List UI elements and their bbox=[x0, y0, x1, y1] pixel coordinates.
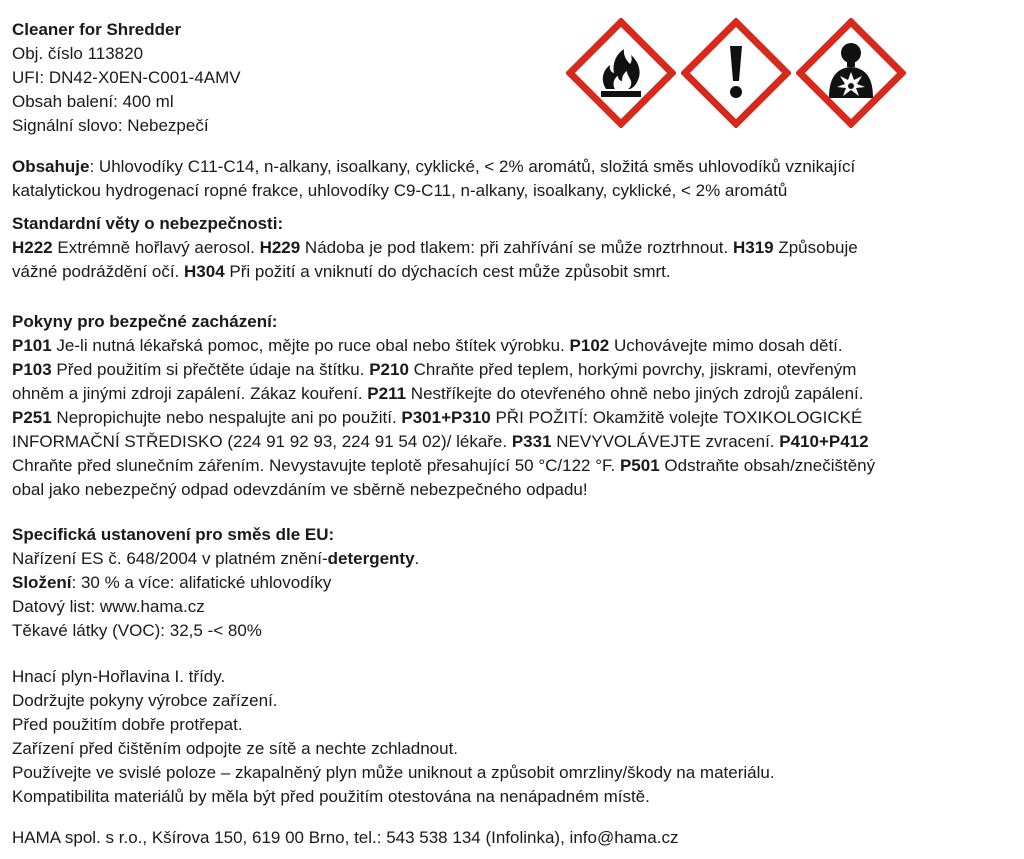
precaution-code: P410+P412 bbox=[779, 432, 869, 451]
contact-line: HAMA spol. s r.o., Kšírova 150, 619 00 Brno, tel.: 543 538 134 (Infolinka), info@hama.cz bbox=[12, 828, 679, 847]
eu-composition: Složení: 30 % a více: alifatické uhlovodíky bbox=[12, 573, 332, 592]
hazard-code: H222 bbox=[12, 238, 53, 257]
precaution-code: P211 bbox=[367, 384, 407, 403]
flame-icon bbox=[566, 18, 676, 128]
eu-voc: Těkavé látky (VOC): 32,5 -< 80% bbox=[12, 621, 262, 640]
instruction-line: Hnací plyn-Hořlavina I. třídy. bbox=[12, 667, 226, 686]
hazard-pictograms bbox=[566, 18, 906, 134]
precaution-code: P102 bbox=[569, 336, 610, 355]
precaution-heading: Pokyny pro bezpečné zacházení: bbox=[12, 312, 278, 331]
contains-line-1: Obsahuje: Uhlovodíky C11-C14, n-alkany, isoalkany, cyklické, < 2% aromátů, složitá směs uhlovodíků vznikající bbox=[12, 157, 856, 176]
precaution-code: P331 bbox=[511, 432, 552, 451]
precaution-code: P251 bbox=[12, 408, 52, 427]
instruction-line: Před použitím dobře protřepat. bbox=[12, 715, 243, 734]
precaution-code: P301+P310 bbox=[401, 408, 491, 427]
health-hazard-icon bbox=[796, 18, 906, 128]
precaution-code: P101 bbox=[12, 336, 52, 355]
contains-section bbox=[12, 155, 1012, 203]
hazard-statements: Standardní věty o nebezpečnosti: H222 Extrémně hořlavý aerosol. H229 Nádoba je pod tlakem: při zahřívání se může roztrhnout. H319 Způsobuje vážné podráždění očí. H304 Při požití a vniknutí do dýchacích cest může způsobit smrt. bbox=[12, 212, 1012, 284]
precaution-code: P103 bbox=[12, 360, 52, 379]
instruction-line: Kompatibilita materiálů by měla být před použitím otestována na nenápadném místě. bbox=[12, 787, 650, 806]
hazard-code: H229 bbox=[259, 238, 301, 257]
package-content: Obsah balení: 400 ml bbox=[12, 92, 174, 111]
eu-provisions bbox=[12, 523, 1012, 643]
precaution-code: P501 bbox=[619, 456, 660, 475]
instruction-line: Používejte ve svislé poloze – zkapalněný plyn může uniknout a způsobit omrzliny/škody na materiálu. bbox=[12, 763, 775, 782]
precaution-code: P210 bbox=[369, 360, 409, 379]
hazard-heading: Standardní věty o nebezpečnosti: bbox=[12, 214, 284, 233]
ufi-code: UFI: DN42-X0EN-C001-4AMV bbox=[12, 68, 241, 87]
product-title: Cleaner for Shredder bbox=[12, 20, 182, 39]
usage-instructions bbox=[12, 665, 1012, 809]
eu-heading: Specifická ustanovení pro směs dle EU: bbox=[12, 525, 335, 544]
instruction-line: Dodržujte pokyny výrobce zařízení. bbox=[12, 691, 278, 710]
eu-regulation: Nařízení ES č. 648/2004 v platném znění-detergenty. bbox=[12, 549, 420, 568]
instruction-line: Zařízení před čištěním odpojte ze sítě a nechte zchladnout. bbox=[12, 739, 459, 758]
item-number: Obj. číslo 113820 bbox=[12, 44, 144, 63]
hazard-code: H304 bbox=[184, 262, 225, 281]
product-info bbox=[12, 18, 532, 138]
contains-label: Obsahuje bbox=[12, 157, 90, 176]
contains-line-2: katalytickou hydrogenací ropné frakce, uhlovodíky C9-C11, n-alkany, isoalkany, cyklické, < 2% aromátů bbox=[12, 181, 788, 200]
precautionary-statements: Pokyny pro bezpečné zacházení: P101 Je-li nutná lékařská pomoc, mějte po ruce obal nebo štítek výrobku. P102 Uchovávejte mimo dosah dětí. P103 Před použitím si přečtěte údaje na štítku. P210 Chraňte před teplem, horkými povrchy, jiskrami, otevřeným ohněm a jinými zdroji zapálení. Zákaz kouření. P211 Nestříkejte do otevřeného ohně nebo jiných zdrojů zapálení. P251 Nepropichujte nebo nespalujte ani po použití. P301+P310 PŘI POŽITÍ: Okamžitě volejte TOXIKOLOGICKÉ INFORMAČNÍ STŘEDISKO (224 91 92 93, 224 91 54 02)/ lékaře. P331 NEVYVOLÁVEJTE zvracení. P410+P412 Chraňte před slunečním zářením. Nevystavujte teplotě přesahující 50 °C/122 °F. P501 Odstraňte obsah/znečištěný obal jako nebezpečný odpad odevzdáním ve sběrně nebezpečného odpadu! bbox=[12, 310, 1012, 502]
footer-contact bbox=[12, 826, 1012, 850]
exclamation-mark-icon bbox=[681, 18, 791, 128]
eu-datasheet: Datový list: www.hama.cz bbox=[12, 597, 205, 616]
hazard-code: H319 bbox=[732, 238, 774, 257]
signal-word: Signální slovo: Nebezpečí bbox=[12, 116, 209, 135]
